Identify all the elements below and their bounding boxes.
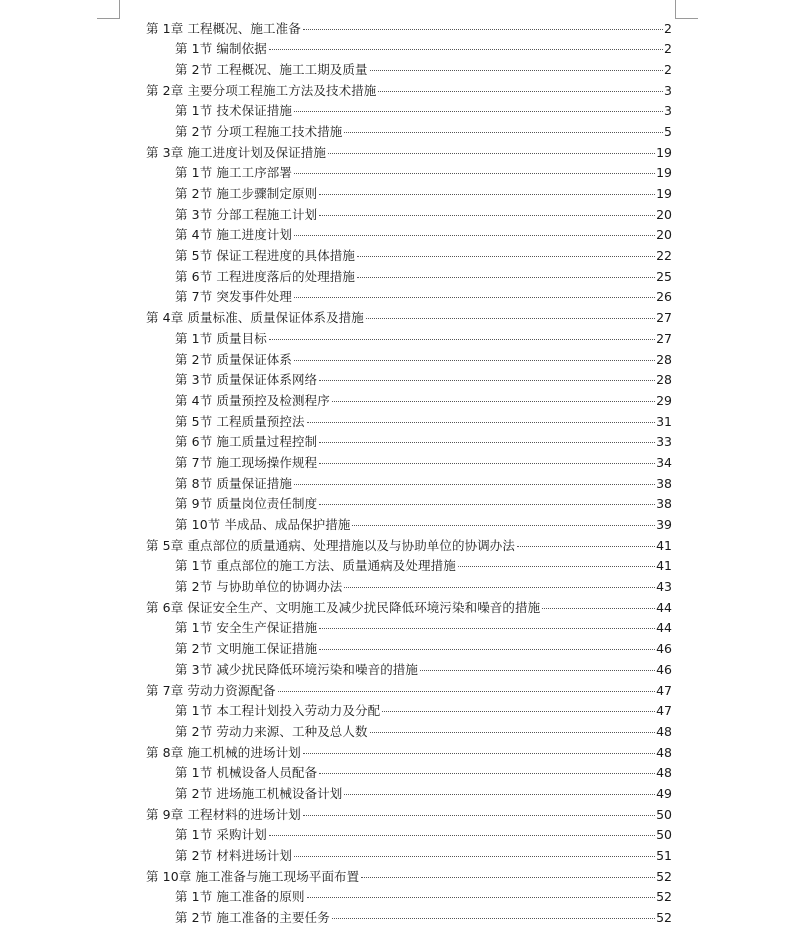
toc-entry-title: 第 10节 半成品、成品保护措施	[175, 517, 351, 532]
toc-section-entry[interactable]	[175, 515, 672, 536]
toc-dot-leader	[294, 297, 655, 298]
toc-page-number: 44	[656, 620, 672, 636]
toc-page-number: 26	[656, 289, 672, 305]
toc-entry-title: 第 3节 分部工程施工计划	[175, 206, 318, 222]
toc-entry-title: 第 7节 突发事件处理	[175, 289, 292, 305]
toc-chapter-entry[interactable]	[146, 681, 672, 702]
page-margin-corner-mark	[675, 0, 698, 19]
toc-dot-leader	[357, 256, 655, 257]
toc-page-number: 33	[656, 434, 672, 450]
toc-section-entry[interactable]	[175, 60, 672, 81]
toc-chapter-entry[interactable]	[146, 743, 672, 764]
toc-entry-title: 第 2章 主要分项工程施工方法及技术措施	[146, 82, 377, 98]
toc-dot-leader	[303, 29, 663, 30]
toc-section-entry[interactable]	[175, 225, 672, 246]
toc-entry-title: 第 6章 保证安全生产、文明施工及减少扰民降低环境污染和噪音的措施	[146, 599, 541, 615]
toc-section-entry[interactable]	[175, 639, 672, 660]
toc-entry-title: 第 1章 工程概况、施工准备	[146, 20, 301, 36]
toc-page-number: 43	[656, 579, 672, 595]
toc-entry-title: 第 5节 工程质量预控法	[175, 413, 305, 429]
toc-entry-title: 第 10章 施工准备与施工现场平面布置	[146, 868, 360, 884]
toc-section-entry[interactable]	[175, 412, 672, 433]
toc-dot-leader	[307, 422, 655, 423]
toc-dot-leader	[269, 835, 655, 836]
toc-section-entry[interactable]	[175, 391, 672, 412]
toc-section-entry[interactable]	[175, 329, 672, 350]
toc-page-number: 47	[656, 703, 672, 719]
toc-page-number: 38	[656, 496, 672, 512]
toc-entry-title: 第 8章 施工机械的进场计划	[146, 744, 301, 760]
toc-dot-leader	[269, 339, 655, 340]
toc-section-entry[interactable]	[175, 205, 672, 226]
toc-page-number: 2	[664, 61, 672, 77]
toc-dot-leader	[332, 918, 655, 919]
toc-entry-title: 第 1节 编制依据	[175, 41, 267, 57]
toc-entry-title: 第 6节 施工质量过程控制	[175, 434, 318, 450]
toc-section-entry[interactable]	[175, 825, 672, 846]
toc-entry-title: 第 5节 保证工程进度的具体措施	[175, 248, 356, 264]
toc-dot-leader	[294, 111, 663, 112]
toc-dot-leader	[303, 753, 655, 754]
toc-entry-title: 第 7节 施工现场操作规程	[175, 454, 318, 470]
toc-entry-title: 第 2节 施工准备的主要任务	[175, 910, 330, 926]
toc-dot-leader	[420, 670, 655, 671]
toc-chapter-entry[interactable]	[146, 598, 672, 619]
toc-entry-title: 第 2节 劳动力来源、工种及总人数	[175, 723, 368, 739]
toc-section-entry[interactable]	[175, 618, 672, 639]
toc-section-entry[interactable]	[175, 474, 672, 495]
toc-entry-title: 第 7章 劳动力资源配备	[146, 682, 276, 698]
toc-page-number: 29	[656, 392, 672, 408]
toc-dot-leader	[344, 794, 655, 795]
toc-entry-title: 第 1节 技术保证措施	[175, 103, 292, 119]
toc-page-number: 52	[656, 868, 672, 884]
toc-page-number: 28	[656, 351, 672, 367]
toc-dot-leader	[542, 608, 655, 609]
toc-dot-leader	[370, 70, 663, 71]
toc-dot-leader	[294, 856, 655, 857]
toc-dot-leader	[294, 235, 655, 236]
toc-entry-title: 第 4节 质量预控及检测程序	[175, 392, 330, 408]
toc-section-entry[interactable]	[175, 908, 672, 929]
toc-page-number: 39	[656, 517, 672, 532]
toc-entry-title: 第 2节 进场施工机械设备计划	[175, 785, 343, 801]
toc-entry-title: 第 4节 施工进度计划	[175, 227, 292, 243]
toc-section-entry[interactable]	[175, 577, 672, 598]
toc-entry-title: 第 1节 重点部位的施工方法、质量通病及处理措施	[175, 558, 456, 574]
toc-section-entry[interactable]	[175, 122, 672, 143]
toc-page-number: 25	[656, 268, 672, 284]
toc-section-entry[interactable]	[175, 350, 672, 371]
toc-dot-leader	[319, 194, 655, 195]
table-of-contents	[0, 19, 793, 929]
toc-page-number: 20	[656, 206, 672, 222]
toc-dot-leader	[382, 711, 655, 712]
toc-page-number: 49	[656, 785, 672, 801]
toc-dot-leader	[344, 587, 655, 588]
toc-dot-leader	[357, 277, 655, 278]
toc-page-number: 19	[656, 186, 672, 201]
toc-entry-title: 第 1节 本工程计划投入劳动力及分配	[175, 703, 381, 719]
toc-entry-title: 第 4章 质量标准、质量保证体系及措施	[146, 310, 364, 326]
toc-dot-leader	[352, 525, 655, 526]
toc-dot-leader	[269, 49, 663, 50]
toc-page-number: 46	[656, 661, 672, 677]
toc-section-entry[interactable]	[175, 267, 672, 288]
toc-page-number: 2	[664, 41, 672, 57]
toc-entry-title: 第 2节 施工步骤制定原则	[175, 186, 318, 201]
toc-page-number: 52	[656, 910, 672, 926]
toc-dot-leader	[319, 649, 655, 650]
toc-page-number: 27	[656, 330, 672, 346]
toc-dot-leader	[294, 484, 655, 485]
toc-entry-title: 第 1节 机械设备人员配备	[175, 765, 318, 781]
toc-section-entry[interactable]	[175, 722, 672, 743]
toc-entry-title: 第 9节 质量岗位责任制度	[175, 496, 318, 512]
toc-page-number: 48	[656, 723, 672, 739]
toc-dot-leader	[378, 91, 663, 92]
toc-entry-title: 第 9章 工程材料的进场计划	[146, 806, 301, 822]
toc-entry-title: 第 8节 质量保证措施	[175, 475, 292, 491]
toc-section-entry[interactable]	[175, 701, 672, 722]
toc-page-number: 27	[656, 310, 672, 326]
toc-page-number: 31	[656, 413, 672, 429]
toc-entry-title: 第 3节 减少扰民降低环境污染和噪音的措施	[175, 661, 419, 677]
toc-dot-leader	[278, 691, 655, 692]
toc-dot-leader	[328, 153, 655, 154]
toc-entry-title: 第 6节 工程进度落后的处理措施	[175, 268, 356, 284]
toc-entry-title: 第 2节 与协助单位的协调办法	[175, 579, 343, 595]
toc-page-number: 51	[656, 848, 672, 863]
toc-section-entry[interactable]	[175, 246, 672, 267]
toc-dot-leader	[370, 732, 655, 733]
toc-page-number: 44	[656, 599, 672, 615]
toc-page-number: 5	[664, 123, 672, 139]
toc-dot-leader	[307, 897, 655, 898]
toc-section-entry[interactable]	[175, 763, 672, 784]
toc-section-entry[interactable]	[175, 184, 672, 205]
toc-page-number: 52	[656, 889, 672, 905]
toc-dot-leader	[319, 504, 655, 505]
toc-section-entry[interactable]	[175, 453, 672, 474]
toc-entry-title: 第 1节 施工工序部署	[175, 165, 292, 181]
toc-chapter-entry[interactable]	[146, 81, 672, 102]
toc-page-number: 34	[656, 454, 672, 470]
toc-page-number: 41	[656, 558, 672, 574]
toc-section-entry[interactable]	[175, 163, 672, 184]
toc-page-number: 28	[656, 372, 672, 388]
toc-chapter-entry[interactable]	[146, 19, 672, 40]
toc-chapter-entry[interactable]	[146, 805, 672, 826]
toc-entry-title: 第 2节 文明施工保证措施	[175, 641, 318, 657]
toc-dot-leader	[303, 815, 655, 816]
toc-dot-leader	[517, 546, 655, 547]
toc-entry-title: 第 2节 分项工程施工技术措施	[175, 123, 343, 139]
toc-section-entry[interactable]	[175, 887, 672, 908]
toc-section-entry[interactable]	[175, 660, 672, 681]
toc-section-entry[interactable]	[175, 39, 672, 60]
toc-dot-leader	[332, 401, 655, 402]
toc-page-number: 48	[656, 744, 672, 760]
toc-section-entry[interactable]	[175, 494, 672, 515]
toc-dot-leader	[319, 442, 655, 443]
toc-section-entry[interactable]	[175, 784, 672, 805]
toc-page-number: 19	[656, 144, 672, 160]
toc-dot-leader	[361, 877, 655, 878]
toc-entry-title: 第 1节 安全生产保证措施	[175, 620, 318, 636]
toc-chapter-entry[interactable]	[146, 536, 672, 557]
toc-page-number: 46	[656, 641, 672, 657]
toc-page-number: 20	[656, 227, 672, 243]
toc-entry-title: 第 3章 施工进度计划及保证措施	[146, 144, 327, 160]
toc-section-entry[interactable]	[175, 432, 672, 453]
toc-entry-title: 第 3节 质量保证体系网络	[175, 372, 318, 388]
toc-section-entry[interactable]	[175, 370, 672, 391]
toc-entry-title: 第 2节 工程概况、施工工期及质量	[175, 61, 368, 77]
toc-section-entry[interactable]	[175, 287, 672, 308]
toc-chapter-entry[interactable]	[146, 308, 672, 329]
toc-dot-leader	[319, 628, 655, 629]
toc-entry-title: 第 1节 采购计划	[175, 827, 267, 843]
toc-page-number: 38	[656, 475, 672, 491]
toc-page-number: 48	[656, 765, 672, 781]
toc-dot-leader	[294, 173, 655, 174]
toc-entry-title: 第 1节 质量目标	[175, 330, 267, 346]
toc-dot-leader	[458, 566, 655, 567]
toc-entry-title: 第 1节 施工准备的原则	[175, 889, 305, 905]
toc-entry-title: 第 2节 材料进场计划	[175, 848, 292, 863]
toc-page-number: 2	[664, 20, 672, 36]
toc-dot-leader	[294, 360, 655, 361]
toc-entry-title: 第 5章 重点部位的质量通病、处理措施以及与协助单位的协调办法	[146, 537, 516, 553]
toc-page-number: 50	[656, 827, 672, 843]
toc-dot-leader	[319, 215, 655, 216]
toc-page-number: 47	[656, 682, 672, 698]
toc-page-number: 19	[656, 165, 672, 181]
toc-page-number: 3	[664, 82, 672, 98]
toc-section-entry[interactable]	[175, 101, 672, 122]
toc-chapter-entry[interactable]	[146, 867, 672, 888]
toc-dot-leader	[319, 773, 655, 774]
toc-dot-leader	[319, 380, 655, 381]
page-margin-corner-mark	[97, 0, 120, 19]
toc-section-entry[interactable]	[175, 846, 672, 867]
toc-dot-leader	[366, 318, 655, 319]
toc-dot-leader	[319, 463, 655, 464]
toc-section-entry[interactable]	[175, 556, 672, 577]
toc-dot-leader	[344, 132, 663, 133]
toc-page-number: 22	[656, 248, 672, 264]
toc-page-number: 41	[656, 537, 672, 553]
toc-page-number: 50	[656, 806, 672, 822]
toc-entry-title: 第 2节 质量保证体系	[175, 351, 292, 367]
toc-chapter-entry[interactable]	[146, 143, 672, 164]
toc-page-number: 3	[664, 103, 672, 119]
